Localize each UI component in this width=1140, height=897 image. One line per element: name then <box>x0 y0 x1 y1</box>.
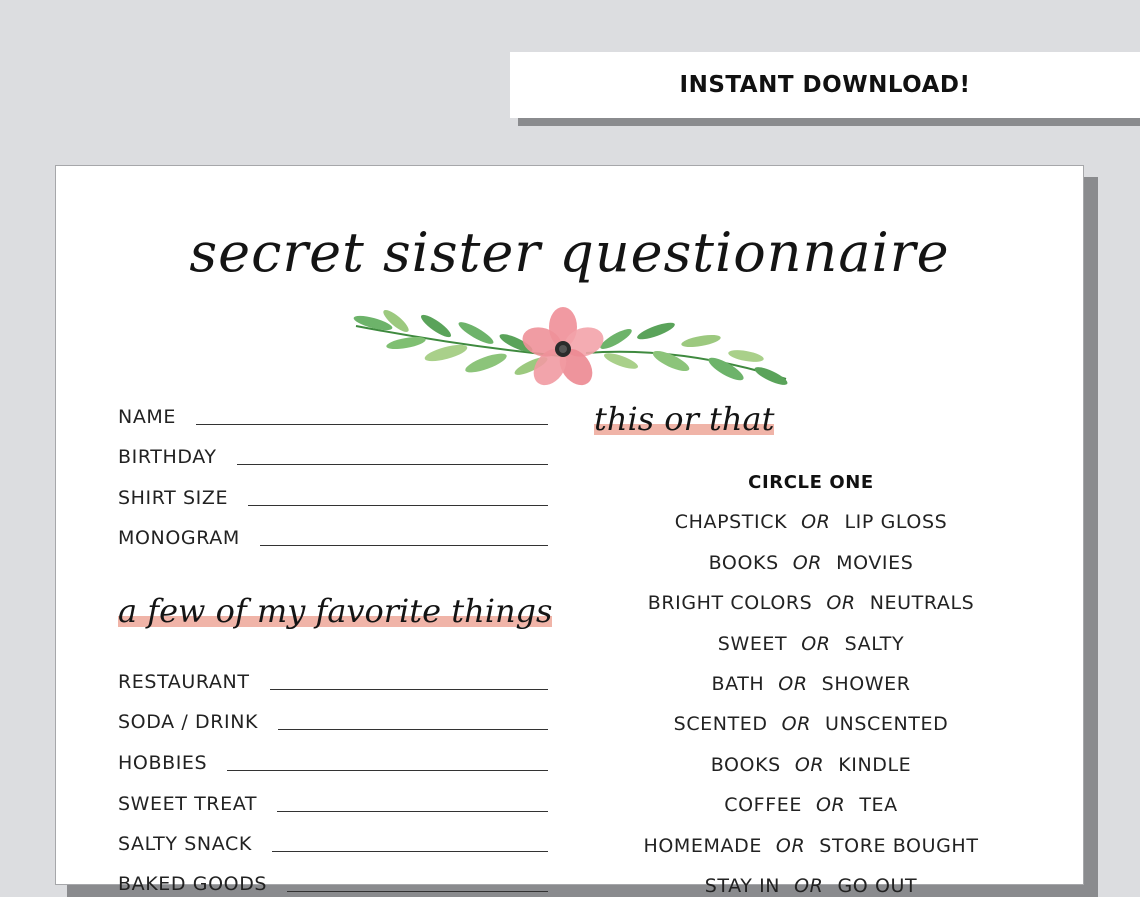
field-label: SWEET TREAT <box>118 793 258 815</box>
choice-row <box>576 552 1046 574</box>
field-label: SALTY SNACK <box>118 833 252 855</box>
floral-divider-icon <box>351 301 791 391</box>
choice-option-b[interactable]: NEUTRALS <box>869 592 975 614</box>
choice-option-b[interactable]: STORE BOUGHT <box>819 835 979 857</box>
or-word: OR <box>801 511 831 533</box>
field-line[interactable] <box>277 811 548 812</box>
field-line[interactable] <box>227 770 548 771</box>
choice-row <box>576 713 1046 735</box>
or-word: OR <box>794 875 824 897</box>
choice-option-a[interactable]: BATH <box>711 673 765 695</box>
shirt-size-field[interactable] <box>118 483 548 509</box>
choice-option-a[interactable]: CHAPSTICK <box>674 511 788 533</box>
field-line[interactable] <box>272 851 548 852</box>
sweet-treat-field[interactable] <box>118 789 548 815</box>
field-line[interactable] <box>260 545 548 546</box>
choice-row <box>576 835 1046 857</box>
field-label: BIRTHDAY <box>118 446 217 468</box>
field-label: HOBBIES <box>118 752 208 774</box>
name-field[interactable] <box>118 402 548 428</box>
favorites-heading <box>118 592 552 630</box>
field-line[interactable] <box>270 689 548 690</box>
baked-goods-field[interactable] <box>118 869 548 895</box>
field-label: BAKED GOODS <box>118 873 268 895</box>
restaurant-field[interactable] <box>118 667 548 693</box>
choice-option-b[interactable]: MOVIES <box>836 552 914 574</box>
choice-row <box>576 673 1046 695</box>
choice-option-a[interactable]: STAY IN <box>704 875 781 897</box>
field-line[interactable] <box>287 891 548 892</box>
choice-option-a[interactable]: BOOKS <box>708 552 779 574</box>
banner-text: INSTANT DOWNLOAD! <box>679 72 971 98</box>
choice-row <box>576 754 1046 776</box>
or-word: OR <box>781 713 812 735</box>
field-label: NAME <box>118 406 177 428</box>
choice-row <box>576 794 1046 816</box>
field-line[interactable] <box>248 505 548 506</box>
choice-option-b[interactable]: SALTY <box>844 633 905 655</box>
favorites-heading-text: a few of my favorite things <box>118 592 553 630</box>
monogram-field[interactable] <box>118 523 548 549</box>
questionnaire-page <box>55 165 1084 897</box>
salty-snack-field[interactable] <box>118 829 548 855</box>
choice-option-a[interactable]: SWEET <box>717 633 788 655</box>
circle-one-label: CIRCLE ONE <box>748 472 874 493</box>
this-or-that-heading <box>594 400 774 438</box>
field-line[interactable] <box>196 424 548 425</box>
choice-row <box>576 511 1046 533</box>
choice-option-b[interactable]: GO OUT <box>837 875 918 897</box>
choice-row <box>576 592 1046 614</box>
choice-option-b[interactable]: SHOWER <box>821 673 911 695</box>
field-line[interactable] <box>237 464 548 465</box>
choice-option-a[interactable]: COFFEE <box>724 794 802 816</box>
choice-option-b[interactable]: LIP GLOSS <box>844 511 948 533</box>
birthday-field[interactable] <box>118 442 548 468</box>
choice-row <box>576 633 1046 655</box>
field-line[interactable] <box>278 729 548 730</box>
choice-option-a[interactable]: HOMEMADE <box>643 835 762 857</box>
or-word: OR <box>778 673 808 695</box>
page-title: secret sister questionnaire <box>189 221 950 284</box>
field-label: SODA / DRINK <box>118 711 259 733</box>
field-label: MONOGRAM <box>118 527 240 549</box>
choice-option-a[interactable]: BOOKS <box>710 754 781 776</box>
choice-option-a[interactable]: SCENTED <box>673 713 768 735</box>
soda-drink-field[interactable] <box>118 707 548 733</box>
field-label: SHIRT SIZE <box>118 487 229 509</box>
or-word: OR <box>775 835 806 857</box>
choice-option-b[interactable]: UNSCENTED <box>825 713 949 735</box>
choice-option-a[interactable]: BRIGHT COLORS <box>647 592 813 614</box>
or-word: OR <box>794 754 825 776</box>
this-or-that-heading-text: this or that <box>594 400 775 438</box>
instant-download-banner <box>510 52 1140 118</box>
or-word: OR <box>792 552 823 574</box>
choice-row <box>576 875 1046 897</box>
hobbies-field[interactable] <box>118 748 548 774</box>
or-word: OR <box>815 794 846 816</box>
or-word: OR <box>826 592 856 614</box>
choice-option-b[interactable]: TEA <box>859 794 898 816</box>
field-label: RESTAURANT <box>118 671 250 693</box>
or-word: OR <box>801 633 831 655</box>
choice-option-b[interactable]: KINDLE <box>838 754 912 776</box>
